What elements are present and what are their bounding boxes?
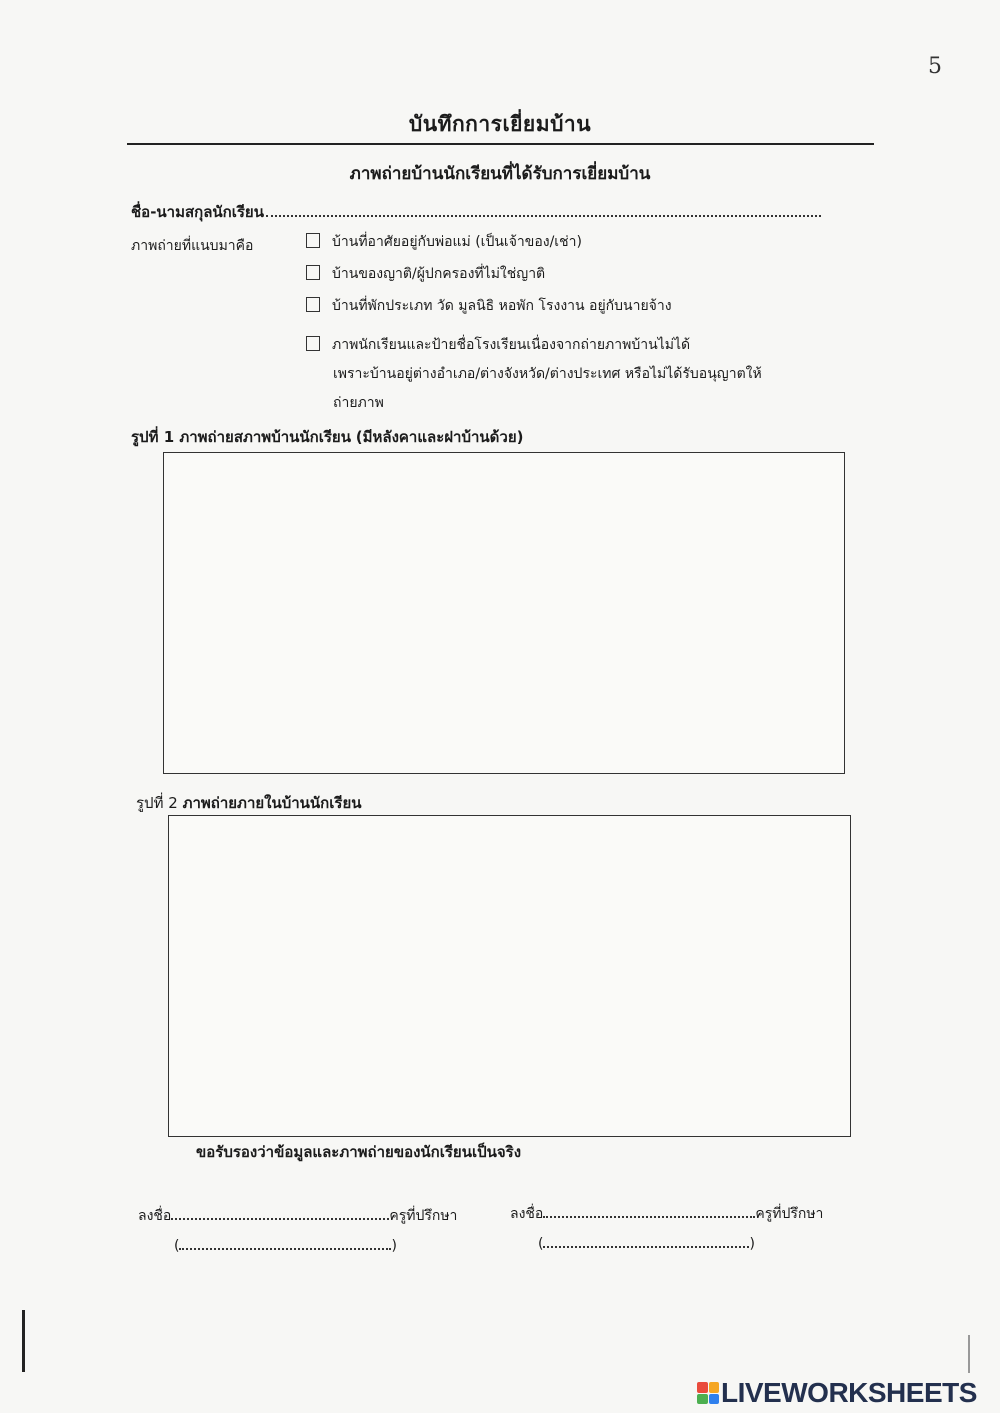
- option-2-label: บ้านของญาติ/ผู้ปกครองที่ไม่ใช่ญาติ: [332, 266, 546, 282]
- photo-2-label: ภาพถ่ายภายในบ้านนักเรียน: [182, 794, 362, 812]
- scan-edge-mark-left: [22, 1310, 25, 1372]
- option-2: [306, 260, 545, 289]
- option-1-label: บ้านที่อาศัยอยู่กับพ่อแม่ (เป็นเจ้าของ/เช่า): [332, 234, 582, 250]
- option-3: [306, 292, 672, 321]
- logo-square-3: [697, 1394, 708, 1405]
- photo-2-caption: [136, 791, 362, 815]
- photo-1-label: รูปที่ 1 ภาพถ่ายสภาพบ้านนักเรียน: [131, 428, 351, 446]
- signature-1-paren-open: (: [174, 1238, 180, 1254]
- section-title: ภาพถ่ายบ้านนักเรียนที่ได้รับการเยี่ยมบ้าน: [349, 164, 651, 184]
- option-4-label-line2: เพราะบ้านอยู่ต่างอำเภอ/ต่างจังหวัด/ต่างประเทศ หรือไม่ได้รับอนุญาตให้: [333, 366, 762, 382]
- option-3-checkbox[interactable]: [306, 297, 320, 312]
- document-title: บันทึกการเยี่ยมบ้าน: [408, 112, 592, 136]
- signature-1: [138, 1205, 457, 1227]
- photo-2-number: รูปที่ 2: [136, 794, 178, 812]
- signature-1-label: ลงชื่อ: [138, 1208, 172, 1224]
- liveworksheets-wordmark: LIVEWORKSHEETS: [721, 1377, 977, 1408]
- title-underline: [127, 143, 874, 145]
- liveworksheets-brand: [697, 1378, 977, 1408]
- option-3-label: บ้านที่พักประเภท วัด มูลนิธิ หอพัก โรงงาน อยู่กับนายจ้าง: [332, 298, 672, 314]
- option-4: [306, 331, 762, 418]
- signature-2-paren-open: (: [538, 1236, 544, 1252]
- signature-1-field[interactable]: [171, 1218, 389, 1220]
- signature-1-role: ครูที่ปรึกษา: [389, 1208, 458, 1224]
- photo-1-note: (มีหลังคาและฝาบ้านด้วย): [355, 428, 524, 446]
- signature-2: [510, 1203, 823, 1225]
- photo-1-frame[interactable]: [163, 452, 845, 774]
- signature-2-paren-close: ): [749, 1236, 755, 1252]
- attachment-label: ภาพถ่ายที่แนบมาคือ: [131, 238, 254, 254]
- student-name-row: [131, 200, 821, 224]
- scan-edge-mark-right: [968, 1335, 970, 1373]
- option-1-checkbox[interactable]: [306, 233, 320, 248]
- signature-1-name-field[interactable]: [179, 1248, 391, 1250]
- signature-2-field[interactable]: [543, 1216, 755, 1218]
- logo-square-4: [709, 1394, 720, 1405]
- signature-1-name: [174, 1238, 397, 1254]
- option-4-checkbox[interactable]: [306, 336, 320, 351]
- signature-2-label: ลงชื่อ: [510, 1206, 544, 1222]
- logo-square-2: [709, 1382, 720, 1393]
- logo-square-1: [697, 1382, 708, 1393]
- signature-2-name: [538, 1236, 755, 1252]
- student-name-field[interactable]: [266, 215, 821, 217]
- photo-1-caption: [131, 425, 524, 449]
- signature-1-paren-close: ): [391, 1238, 397, 1254]
- photo-2-frame[interactable]: [168, 815, 851, 1137]
- option-4-label-line3: ถ่ายภาพ: [333, 395, 384, 411]
- option-2-checkbox[interactable]: [306, 265, 320, 280]
- student-name-label: ชื่อ-นามสกุลนักเรียน: [131, 203, 264, 221]
- certification-text: ขอรับรองว่าข้อมูลและภาพถ่ายของนักเรียนเป็นจริง: [196, 1143, 522, 1161]
- signature-2-name-field[interactable]: [543, 1246, 749, 1248]
- liveworksheets-logo-icon: [697, 1382, 719, 1404]
- option-1: [306, 228, 582, 257]
- option-4-label: ภาพนักเรียนและป้ายชื่อโรงเรียนเนื่องจากถ่ายภาพบ้านไม่ได้: [332, 337, 691, 353]
- signature-2-role: ครูที่ปรึกษา: [755, 1206, 824, 1222]
- page-number: 5: [928, 54, 942, 79]
